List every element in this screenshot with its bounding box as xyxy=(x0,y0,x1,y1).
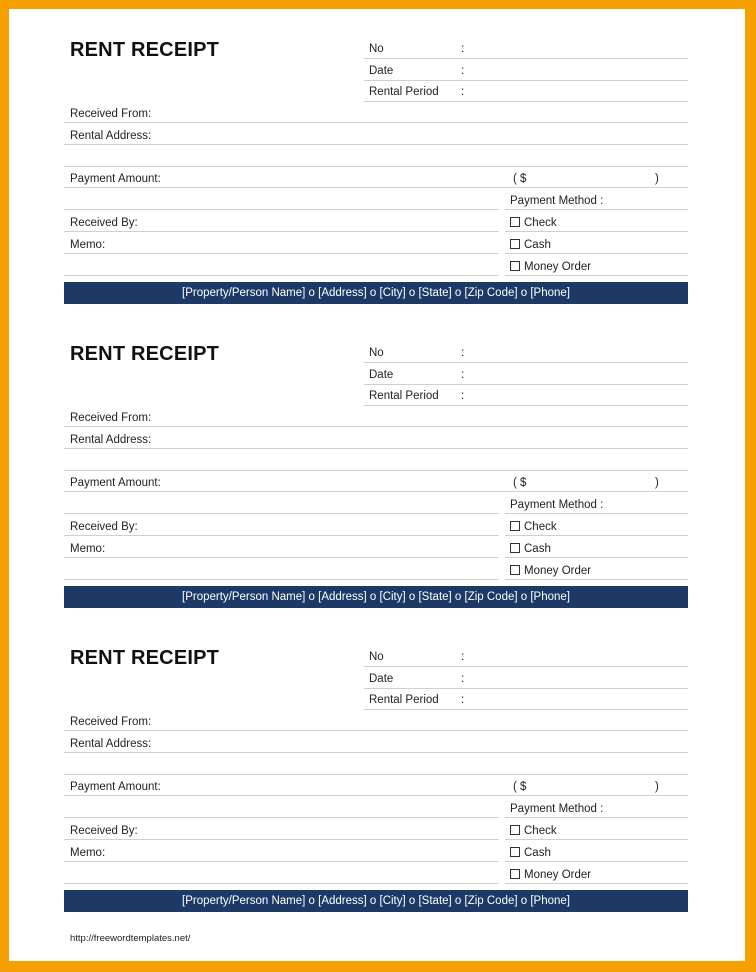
check-line xyxy=(505,839,688,840)
payment-amount-label: Payment Amount: xyxy=(70,781,161,793)
cash-line xyxy=(505,253,688,254)
amount-open: ( $ xyxy=(513,173,527,185)
cash-label: Cash xyxy=(524,847,551,859)
money-order-option[interactable] xyxy=(510,261,591,273)
rental-period-label: Rental Period xyxy=(369,390,439,402)
date-field-line[interactable] xyxy=(364,80,688,81)
payment-amount-label: Payment Amount: xyxy=(70,477,161,489)
amount-close: ) xyxy=(655,781,659,793)
received-by-label: Received By: xyxy=(70,825,138,837)
memo-field-line[interactable] xyxy=(64,557,499,558)
payment-amount-field-line[interactable] xyxy=(64,187,688,188)
rental-address-field-line-2[interactable] xyxy=(64,166,688,167)
payment-method-label: Payment Method : xyxy=(510,499,604,511)
rental-period-field-line[interactable] xyxy=(364,101,688,102)
check-checkbox[interactable] xyxy=(510,521,520,531)
check-option[interactable] xyxy=(510,825,557,837)
rent-receipt-3 xyxy=(9,617,745,917)
received-by-field-line[interactable] xyxy=(64,839,499,840)
rent-receipt-2 xyxy=(9,313,745,613)
money-order-option[interactable] xyxy=(510,565,591,577)
money-order-label: Money Order xyxy=(524,261,592,273)
rental-period-field-line[interactable] xyxy=(364,709,688,710)
date-colon: : xyxy=(461,673,465,685)
payment-amount-label: Payment Amount: xyxy=(70,173,161,185)
rental-address-field-line[interactable] xyxy=(64,448,688,449)
footer-contact-text: [Property/Person Name] o [Address] o [City] o [State] o [Zip Code] o [Phone] xyxy=(182,287,570,299)
check-label: Check xyxy=(524,217,557,229)
no-label: No xyxy=(369,347,384,359)
received-from-field-line[interactable] xyxy=(64,426,688,427)
date-field-line[interactable] xyxy=(364,688,688,689)
footer-contact-bar xyxy=(64,890,688,912)
amount-close: ) xyxy=(655,477,659,489)
rental-address-label: Rental Address: xyxy=(70,738,152,750)
payment-amount-field-line[interactable] xyxy=(64,491,688,492)
footer-contact-text: [Property/Person Name] o [Address] o [City] o [State] o [Zip Code] o [Phone] xyxy=(182,591,570,603)
amount-open: ( $ xyxy=(513,477,527,489)
money-order-checkbox[interactable] xyxy=(510,565,520,575)
received-from-field-line[interactable] xyxy=(64,730,688,731)
received-by-top-line xyxy=(64,513,499,514)
money-order-option[interactable] xyxy=(510,869,591,881)
no-colon: : xyxy=(461,347,465,359)
date-colon: : xyxy=(461,369,465,381)
check-line xyxy=(505,535,688,536)
payment-method-line xyxy=(505,817,688,818)
rental-period-colon: : xyxy=(461,390,465,402)
rental-address-field-line[interactable] xyxy=(64,144,688,145)
received-by-label: Received By: xyxy=(70,521,138,533)
cash-line xyxy=(505,557,688,558)
no-field-line[interactable] xyxy=(364,362,688,363)
payment-method-line xyxy=(505,209,688,210)
money-order-line xyxy=(505,883,688,884)
check-label: Check xyxy=(524,825,557,837)
rental-address-label: Rental Address: xyxy=(70,130,152,142)
received-by-top-line xyxy=(64,817,499,818)
money-order-checkbox[interactable] xyxy=(510,261,520,271)
date-field-line[interactable] xyxy=(364,384,688,385)
source-url[interactable]: http://freewordtemplates.net/ xyxy=(70,933,191,944)
cash-option[interactable] xyxy=(510,543,551,555)
footer-contact-bar xyxy=(64,586,688,608)
amount-close: ) xyxy=(655,173,659,185)
amount-open: ( $ xyxy=(513,781,527,793)
memo-field-line[interactable] xyxy=(64,253,499,254)
received-from-label: Received From: xyxy=(70,716,152,728)
money-order-checkbox[interactable] xyxy=(510,869,520,879)
rental-period-colon: : xyxy=(461,86,465,98)
money-order-label: Money Order xyxy=(524,869,592,881)
cash-label: Cash xyxy=(524,543,551,555)
no-field-line[interactable] xyxy=(364,58,688,59)
memo-field-line[interactable] xyxy=(64,861,499,862)
footer-contact-bar xyxy=(64,282,688,304)
check-option[interactable] xyxy=(510,217,557,229)
money-order-line xyxy=(505,275,688,276)
payment-method-label: Payment Method : xyxy=(510,803,604,815)
payment-amount-field-line[interactable] xyxy=(64,795,688,796)
money-order-line xyxy=(505,579,688,580)
received-by-top-line xyxy=(64,209,499,210)
rental-period-colon: : xyxy=(461,694,465,706)
memo-label: Memo: xyxy=(70,239,106,251)
date-label: Date xyxy=(369,369,394,381)
no-colon: : xyxy=(461,651,465,663)
footer-contact-text: [Property/Person Name] o [Address] o [City] o [State] o [Zip Code] o [Phone] xyxy=(182,895,570,907)
rental-period-label: Rental Period xyxy=(369,86,439,98)
receipt-page xyxy=(9,9,745,961)
received-from-field-line[interactable] xyxy=(64,122,688,123)
check-checkbox[interactable] xyxy=(510,217,520,227)
no-field-line[interactable] xyxy=(364,666,688,667)
cash-checkbox[interactable] xyxy=(510,543,520,553)
cash-checkbox[interactable] xyxy=(510,239,520,249)
received-by-field-line[interactable] xyxy=(64,535,499,536)
memo-field-line-2[interactable] xyxy=(64,275,499,276)
cash-checkbox[interactable] xyxy=(510,847,520,857)
check-label: Check xyxy=(524,521,557,533)
check-option[interactable] xyxy=(510,521,557,533)
no-colon: : xyxy=(461,43,465,55)
check-line xyxy=(505,231,688,232)
cash-line xyxy=(505,861,688,862)
memo-field-line-2[interactable] xyxy=(64,579,499,580)
receipt-title: RENT RECEIPT xyxy=(70,647,220,669)
received-by-field-line[interactable] xyxy=(64,231,499,232)
date-label: Date xyxy=(369,65,394,77)
money-order-label: Money Order xyxy=(524,565,592,577)
memo-label: Memo: xyxy=(70,847,106,859)
receipt-title: RENT RECEIPT xyxy=(70,39,220,61)
cash-option[interactable] xyxy=(510,239,551,251)
rental-period-field-line[interactable] xyxy=(364,405,688,406)
rental-address-field-line-2[interactable] xyxy=(64,774,688,775)
rent-receipt-1 xyxy=(9,9,745,309)
memo-field-line-2[interactable] xyxy=(64,883,499,884)
rental-address-label: Rental Address: xyxy=(70,434,152,446)
received-from-label: Received From: xyxy=(70,412,152,424)
check-checkbox[interactable] xyxy=(510,825,520,835)
memo-label: Memo: xyxy=(70,543,106,555)
received-by-label: Received By: xyxy=(70,217,138,229)
date-colon: : xyxy=(461,65,465,77)
receipt-title: RENT RECEIPT xyxy=(70,343,220,365)
no-label: No xyxy=(369,43,384,55)
rental-address-field-line-2[interactable] xyxy=(64,470,688,471)
date-label: Date xyxy=(369,673,394,685)
received-from-label: Received From: xyxy=(70,108,152,120)
payment-method-label: Payment Method : xyxy=(510,195,604,207)
rental-period-label: Rental Period xyxy=(369,694,439,706)
cash-option[interactable] xyxy=(510,847,551,859)
payment-method-line xyxy=(505,513,688,514)
rental-address-field-line[interactable] xyxy=(64,752,688,753)
cash-label: Cash xyxy=(524,239,551,251)
no-label: No xyxy=(369,651,384,663)
